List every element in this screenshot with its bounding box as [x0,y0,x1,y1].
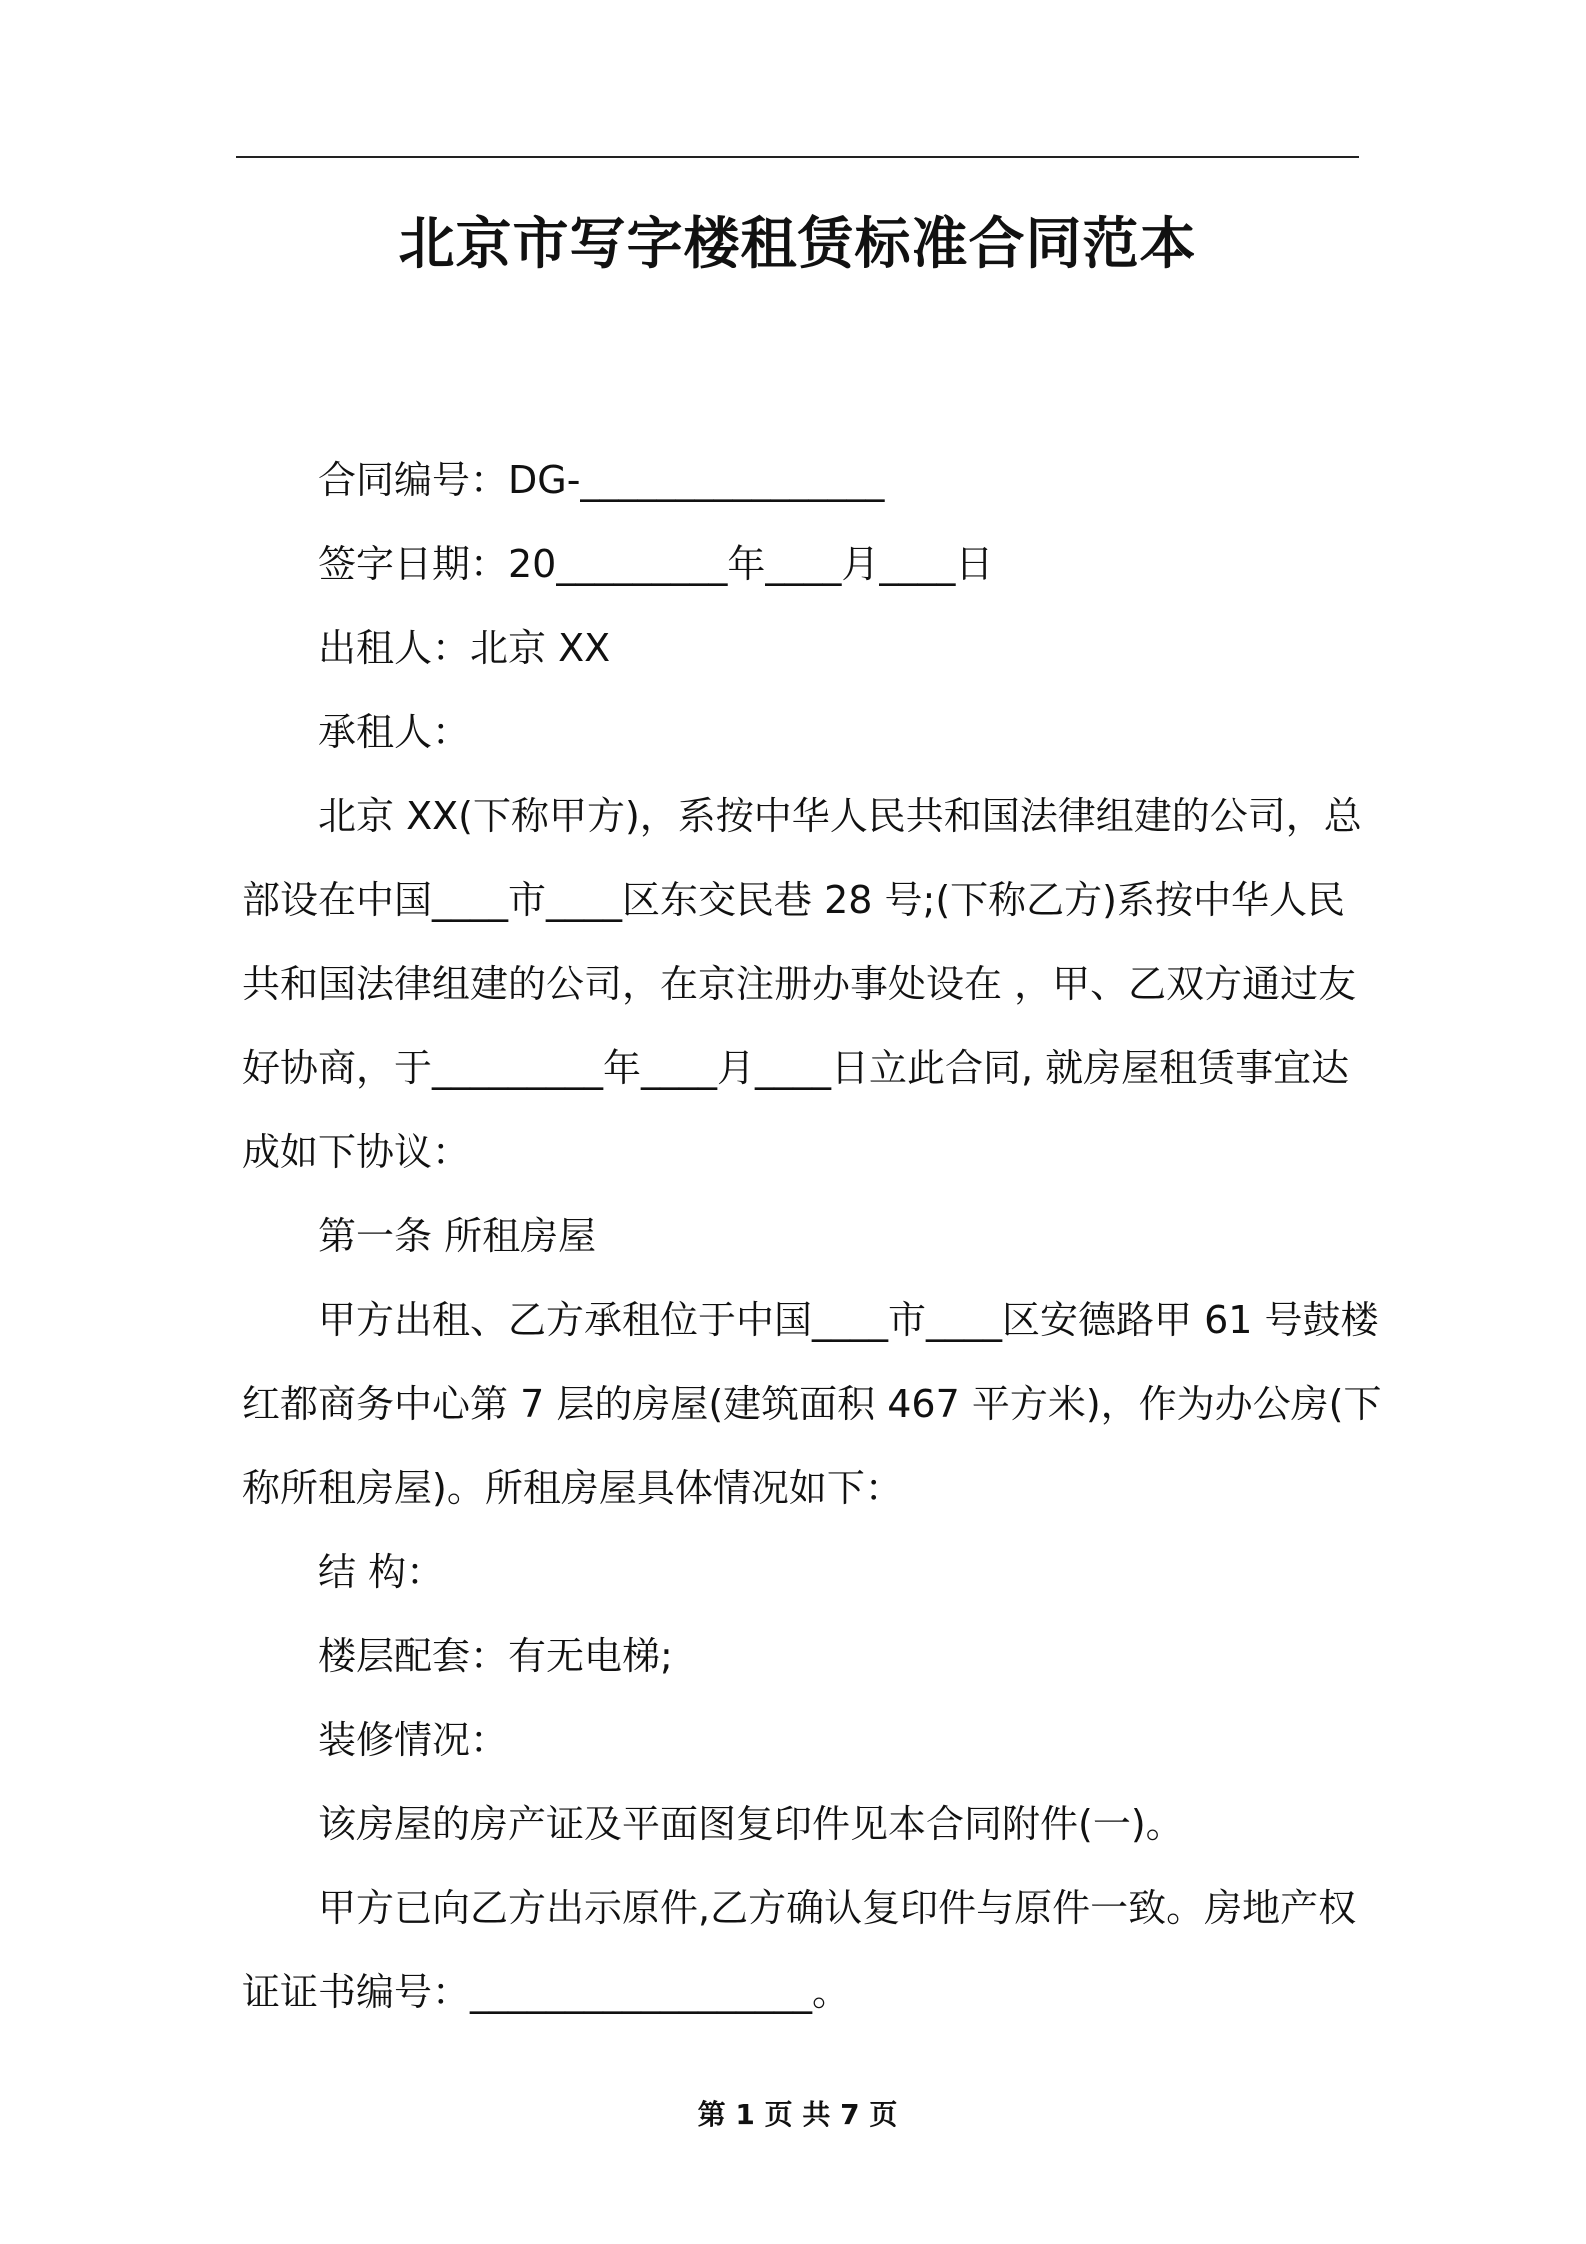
structure-line: 结 构： [318,1550,445,1594]
floor-facilities-line: 楼层配套：有无电梯; [318,1634,673,1678]
paragraph-line: 共和国法律组建的公司，在京注册办事处设在 ，甲、乙双方通过友 [242,962,1357,1006]
paragraph-line: 成如下协议： [242,1130,471,1174]
lessor-line: 出租人：北京 XX [318,626,611,670]
lessee-line: 承租人： [318,710,471,754]
page-number-footer: 第 1 页 共 7 页 [697,2098,898,2131]
contract-number-line: 合同编号：DG-________________ [318,458,885,502]
paragraph-line: 称所租房屋)。所租房屋具体情况如下： [242,1466,903,1510]
document-body [242,438,1382,2034]
paragraph-line: 证证书编号：__________________。 [242,1970,851,2014]
paragraph-line: 好协商，于_________年____月____日立此合同, 就房屋租赁事宜达 [242,1046,1350,1090]
paragraph-line: 部设在中国____市____区东交民巷 28 号;(下称乙方)系按中华人民 [242,878,1345,922]
paragraph-line: 红都商务中心第 7 层的房屋(建筑面积 467 平方米)，作为办公房(下 [242,1382,1382,1426]
article-heading: 第一条 所租房屋 [318,1214,597,1258]
header-rule [236,156,1359,158]
paragraph-line: 北京 XX(下称甲方)，系按中华人民共和国法律组建的公司，总 [318,794,1362,838]
paragraph-line: 甲方已向乙方出示原件,乙方确认复印件与原件一致。房地产权 [318,1886,1357,1930]
document-title: 北京市写字楼租赁标准合同范本 [398,212,1197,277]
paragraph-line: 甲方出租、乙方承租位于中国____市____区安德路甲 61 号鼓楼 [318,1298,1379,1342]
signing-date-line: 签字日期：20_________年____月____日 [318,542,994,586]
decoration-line: 装修情况： [318,1718,509,1762]
paragraph-line: 该房屋的房产证及平面图复印件见本合同附件(一)。 [318,1802,1184,1846]
